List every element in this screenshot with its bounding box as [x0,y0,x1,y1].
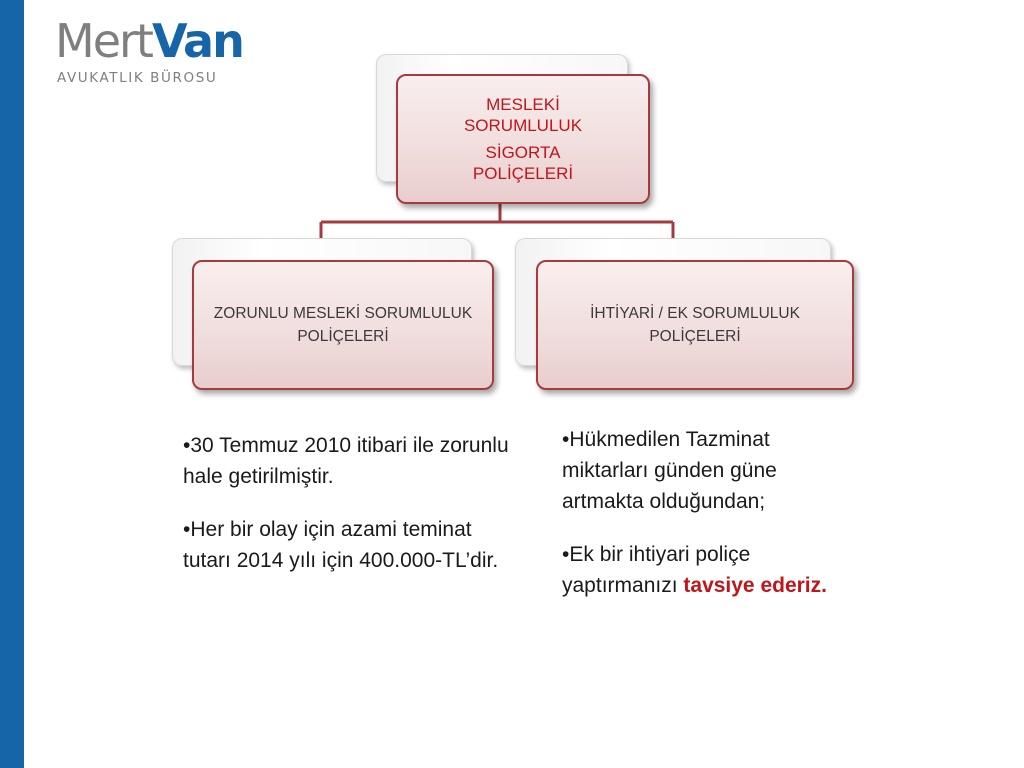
left-notes [183,430,513,598]
right-note-2-text: •Ek bir ihtiyari poliçe yaptırmanızı [562,543,751,597]
top-node [396,74,650,204]
right-note-2-emphasis: tavsiye ederiz. [683,574,827,597]
left-node [192,260,494,390]
right-notes [562,424,837,623]
left-note-1: •30 Temmuz 2010 itibari ile zorunlu hale getirilmiştir. [183,434,509,488]
right-node-label: İHTİYARİ / EK SORUMLULUK POLİÇELERİ [590,305,800,345]
left-node-label: ZORUNLU MESLEKİ SORUMLULUK POLİÇELERİ [213,305,473,345]
top-node-title: MESLEKİ SORUMLULUK [463,95,583,135]
top-node-subtitle: SİGORTA POLİÇELERİ [472,143,574,183]
right-node [536,260,854,390]
right-note-1: •Hükmedilen Tazminat miktarları günden güne artmakta olduğundan; [562,428,777,513]
left-note-2: •Her bir olay için azami teminat tutarı 2014 yılı için 400.000-TL’dir. [183,518,499,572]
logo-subtitle: AVUKATLIK BÜROSU [57,70,218,86]
logo-name-part2: Van [151,14,243,68]
right-note-2 [562,539,837,601]
logo-name-part1: Mert [55,14,152,68]
